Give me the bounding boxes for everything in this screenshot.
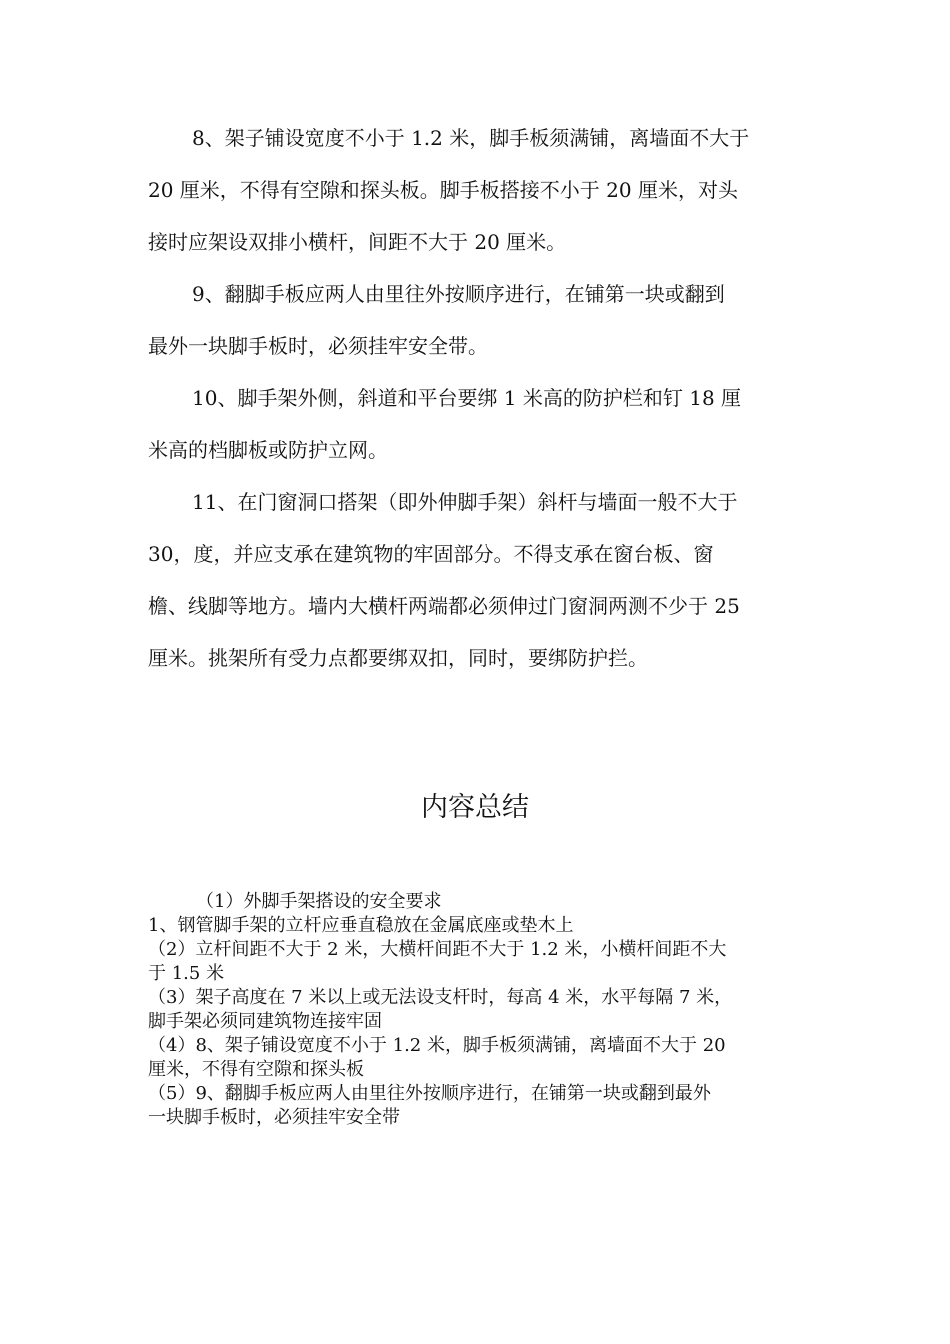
summary-line-heading: （1）外脚手架搭设的安全要求 bbox=[196, 891, 442, 912]
summary-line: 1、钢管脚手架的立杆应垂直稳放在金属底座或垫木上 bbox=[148, 915, 574, 936]
summary-line: （5）9、翻脚手板应两人由里往外按顺序进行，在铺第一块或翻到最外 一块脚手板时，必须挂牢安全带 bbox=[148, 1083, 711, 1128]
body-text bbox=[148, 112, 808, 684]
summary-line: （4）8、架子铺设宽度不小于 1.2 米，脚手板须满铺，离墙面不大于 20 厘米，不得有空隙和探头板 bbox=[148, 1035, 726, 1080]
paragraph-item-8: 8、架子铺设宽度不小于 1.2 米，脚手板须满铺，离墙面不大于 20 厘米，不得有空隙和探头板。脚手板搭接不小于 20 厘米，对头 接时应架设双排小横杆，间距不大于 20 厘米。 bbox=[148, 126, 750, 254]
summary-list bbox=[148, 890, 808, 1130]
paragraph-item-10: 10、脚手架外侧，斜道和平台要绑 1 米高的防护栏和钉 18 厘 米高的档脚板或防护立网。 bbox=[148, 386, 742, 462]
paragraph-item-9: 9、翻脚手板应两人由里往外按顺序进行，在铺第一块或翻到 最外一块脚手板时，必须挂牢安全带。 bbox=[148, 282, 725, 358]
summary-title: 内容总结 bbox=[421, 792, 529, 823]
summary-line: （3）架子高度在 7 米以上或无法设支杆时，每高 4 米，水平每隔 7 米， 脚手架必须同建筑物连接牢固 bbox=[148, 987, 733, 1032]
summary-line: （2）立杆间距不大于 2 米，大横杆间距不大于 1.2 米，小横杆间距不大 于 1.5 米 bbox=[148, 939, 727, 984]
paragraph-item-11: 11、在门窗洞口搭架（即外伸脚手架）斜杆与墙面一般不大于 30，度，并应支承在建筑物的牢固部分。不得支承在窗台板、窗 檐、线脚等地方。墙内大横杆两端都必须伸过门窗洞两测不少于 25 厘米。挑架所有受力点都要绑双扣，同时，要绑防护拦。 bbox=[148, 490, 740, 670]
